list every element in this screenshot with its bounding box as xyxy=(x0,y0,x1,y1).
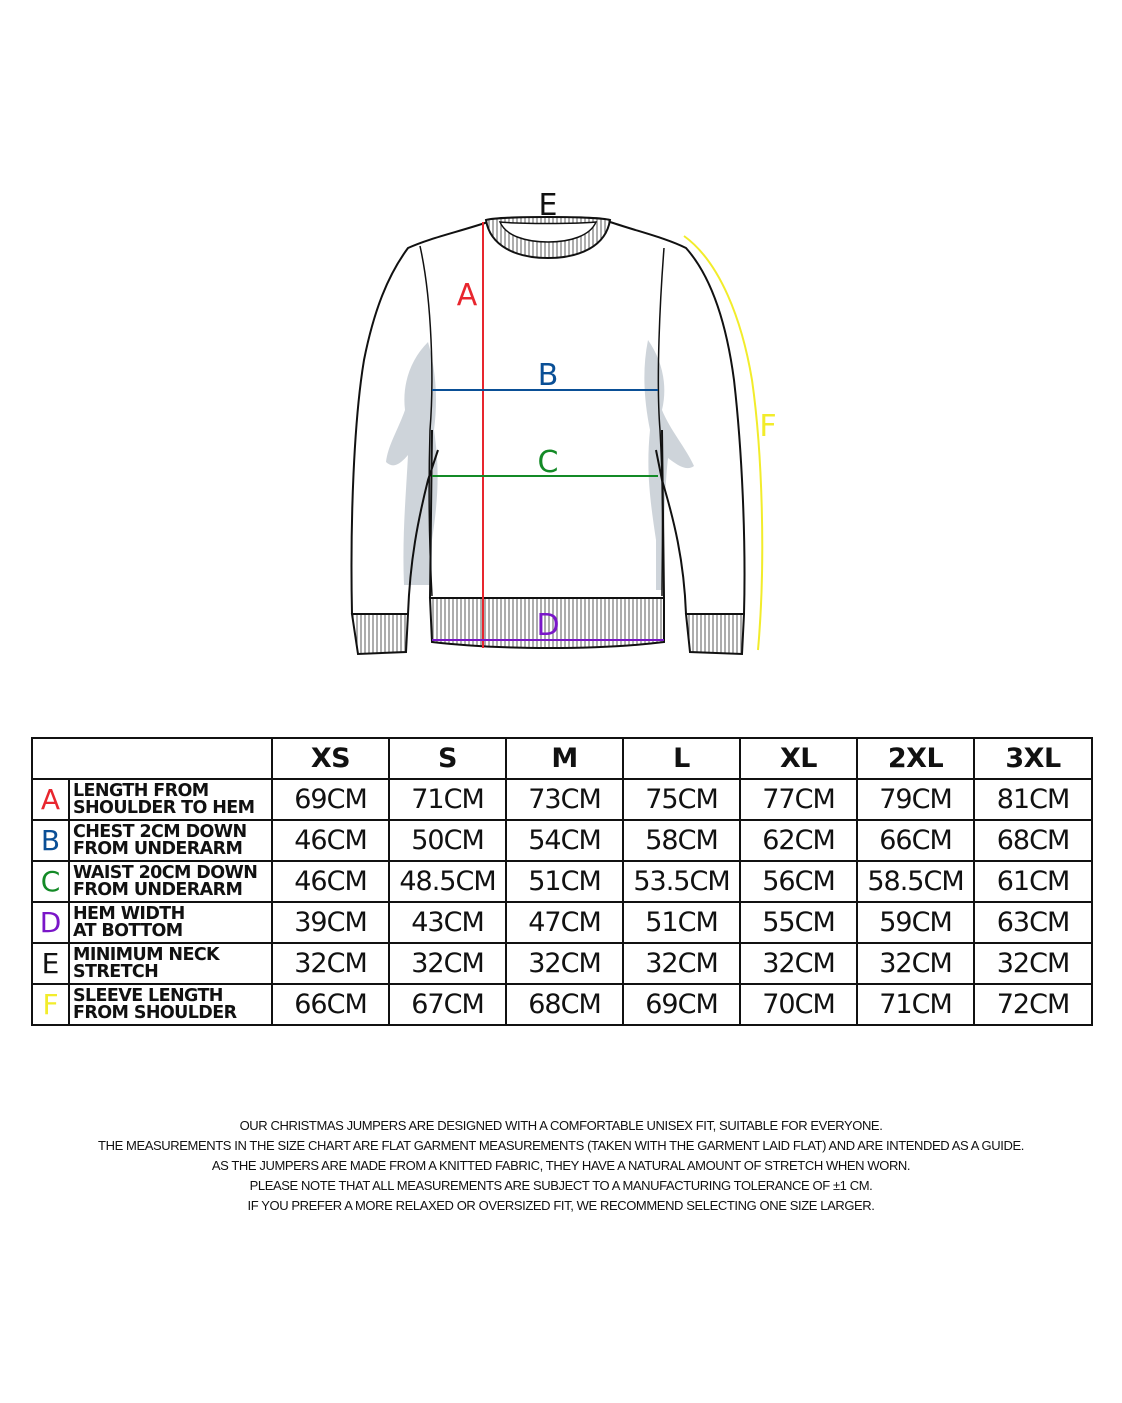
measure-value: 69CM xyxy=(623,984,740,1025)
desc-line: FROM SHOULDER xyxy=(73,1002,237,1023)
measure-value: 51CM xyxy=(623,902,740,943)
label-d: D xyxy=(536,608,560,643)
size-header: 3XL xyxy=(974,738,1092,779)
label-e: E xyxy=(538,188,558,223)
table-row xyxy=(32,943,1092,984)
size-header: 2XL xyxy=(857,738,974,779)
measure-value: 56CM xyxy=(740,861,857,902)
desc-line: CHEST 2CM DOWN xyxy=(73,821,247,842)
desc-line: STRETCH xyxy=(73,961,159,982)
measure-value: 43CM xyxy=(389,902,506,943)
note-line: OUR CHRISTMAS JUMPERS ARE DESIGNED WITH A COMFORTABLE UNISEX FIT, SUITABLE FOR EVERYONE. xyxy=(239,1118,883,1133)
desc-line: FROM UNDERARM xyxy=(73,838,243,859)
measure-value: 32CM xyxy=(974,943,1092,984)
measure-value: 51CM xyxy=(506,861,623,902)
measure-value: 73CM xyxy=(506,779,623,820)
desc-line: SHOULDER TO HEM xyxy=(73,797,255,818)
label-c: C xyxy=(537,445,559,480)
size-chart-table xyxy=(31,737,1093,1026)
note-line: IF YOU PREFER A MORE RELAXED OR OVERSIZED FIT, WE RECOMMEND SELECTING ONE SIZE LARGER. xyxy=(247,1198,875,1213)
measure-value: 61CM xyxy=(974,861,1092,902)
table-row xyxy=(32,779,1092,820)
measure-value: 63CM xyxy=(974,902,1092,943)
desc-line: AT BOTTOM xyxy=(73,920,183,941)
measure-description xyxy=(69,861,272,902)
measure-value: 46CM xyxy=(272,820,389,861)
desc-line: LENGTH FROM xyxy=(73,780,209,801)
measure-value: 32CM xyxy=(857,943,974,984)
body-shadow-right xyxy=(644,340,694,590)
label-b: B xyxy=(537,358,559,393)
line-f xyxy=(684,236,762,650)
measure-description xyxy=(69,943,272,984)
measure-value: 71CM xyxy=(389,779,506,820)
note-line: PLEASE NOTE THAT ALL MEASUREMENTS ARE SUBJECT TO A MANUFACTURING TOLERANCE OF ±1 CM. xyxy=(249,1178,873,1193)
measure-description xyxy=(69,984,272,1025)
measure-value: 67CM xyxy=(389,984,506,1025)
measure-value: 59CM xyxy=(857,902,974,943)
jumper-diagram xyxy=(0,0,1122,700)
measure-letter: E xyxy=(32,943,69,984)
measure-value: 70CM xyxy=(740,984,857,1025)
label-f: F xyxy=(759,409,777,444)
measure-letter: B xyxy=(32,820,69,861)
measure-value: 71CM xyxy=(857,984,974,1025)
measure-value: 32CM xyxy=(740,943,857,984)
desc-line: MINIMUM NECK xyxy=(73,944,220,965)
table-row xyxy=(32,902,1092,943)
desc-line: SLEEVE LENGTH xyxy=(73,985,223,1006)
measure-value: 32CM xyxy=(389,943,506,984)
measure-letter: A xyxy=(32,779,69,820)
desc-line: HEM WIDTH xyxy=(73,903,185,924)
right-cuff xyxy=(686,614,744,654)
measure-value: 39CM xyxy=(272,902,389,943)
desc-line: FROM UNDERARM xyxy=(73,879,243,900)
measure-value: 48.5CM xyxy=(389,861,506,902)
note-line: AS THE JUMPERS ARE MADE FROM A KNITTED FABRIC, THEY HAVE A NATURAL AMOUNT OF STRETCH WHEN WORN. xyxy=(211,1158,911,1173)
measure-value: 75CM xyxy=(623,779,740,820)
size-header: XS xyxy=(272,738,389,779)
measure-value: 68CM xyxy=(506,984,623,1025)
label-a: A xyxy=(456,278,478,313)
measure-value: 47CM xyxy=(506,902,623,943)
measure-description xyxy=(69,779,272,820)
table-row xyxy=(32,984,1092,1025)
measure-value: 32CM xyxy=(272,943,389,984)
measure-value: 69CM xyxy=(272,779,389,820)
size-header: L xyxy=(623,738,740,779)
measure-letter: D xyxy=(32,902,69,943)
measure-value: 79CM xyxy=(857,779,974,820)
measure-value: 77CM xyxy=(740,779,857,820)
measure-value: 32CM xyxy=(623,943,740,984)
measure-value: 66CM xyxy=(272,984,389,1025)
measure-value: 53.5CM xyxy=(623,861,740,902)
right-sleeve xyxy=(610,222,745,614)
measure-value: 50CM xyxy=(389,820,506,861)
size-header: M xyxy=(506,738,623,779)
size-header: XL xyxy=(740,738,857,779)
measure-value: 66CM xyxy=(857,820,974,861)
note-line: THE MEASUREMENTS IN THE SIZE CHART ARE FLAT GARMENT MEASUREMENTS (TAKEN WITH THE GARMENT LAID FLAT) AND ARE INTENDED AS A GUIDE. xyxy=(98,1138,1024,1153)
measure-value: 54CM xyxy=(506,820,623,861)
measure-letter: F xyxy=(32,984,69,1025)
measure-value: 72CM xyxy=(974,984,1092,1025)
measure-value: 32CM xyxy=(506,943,623,984)
left-cuff xyxy=(352,614,408,654)
size-header-row xyxy=(32,738,1092,779)
measure-value: 81CM xyxy=(974,779,1092,820)
measure-value: 58.5CM xyxy=(857,861,974,902)
measure-value: 55CM xyxy=(740,902,857,943)
measure-value: 62CM xyxy=(740,820,857,861)
fit-notes xyxy=(0,1116,1122,1216)
measure-letter: C xyxy=(32,861,69,902)
measure-description xyxy=(69,902,272,943)
measure-value: 58CM xyxy=(623,820,740,861)
measure-value: 46CM xyxy=(272,861,389,902)
header-blank-cell xyxy=(32,738,272,779)
table-row xyxy=(32,861,1092,902)
desc-line: WAIST 20CM DOWN xyxy=(73,862,258,883)
measure-value: 68CM xyxy=(974,820,1092,861)
size-header: S xyxy=(389,738,506,779)
table-row xyxy=(32,820,1092,861)
measure-description xyxy=(69,820,272,861)
